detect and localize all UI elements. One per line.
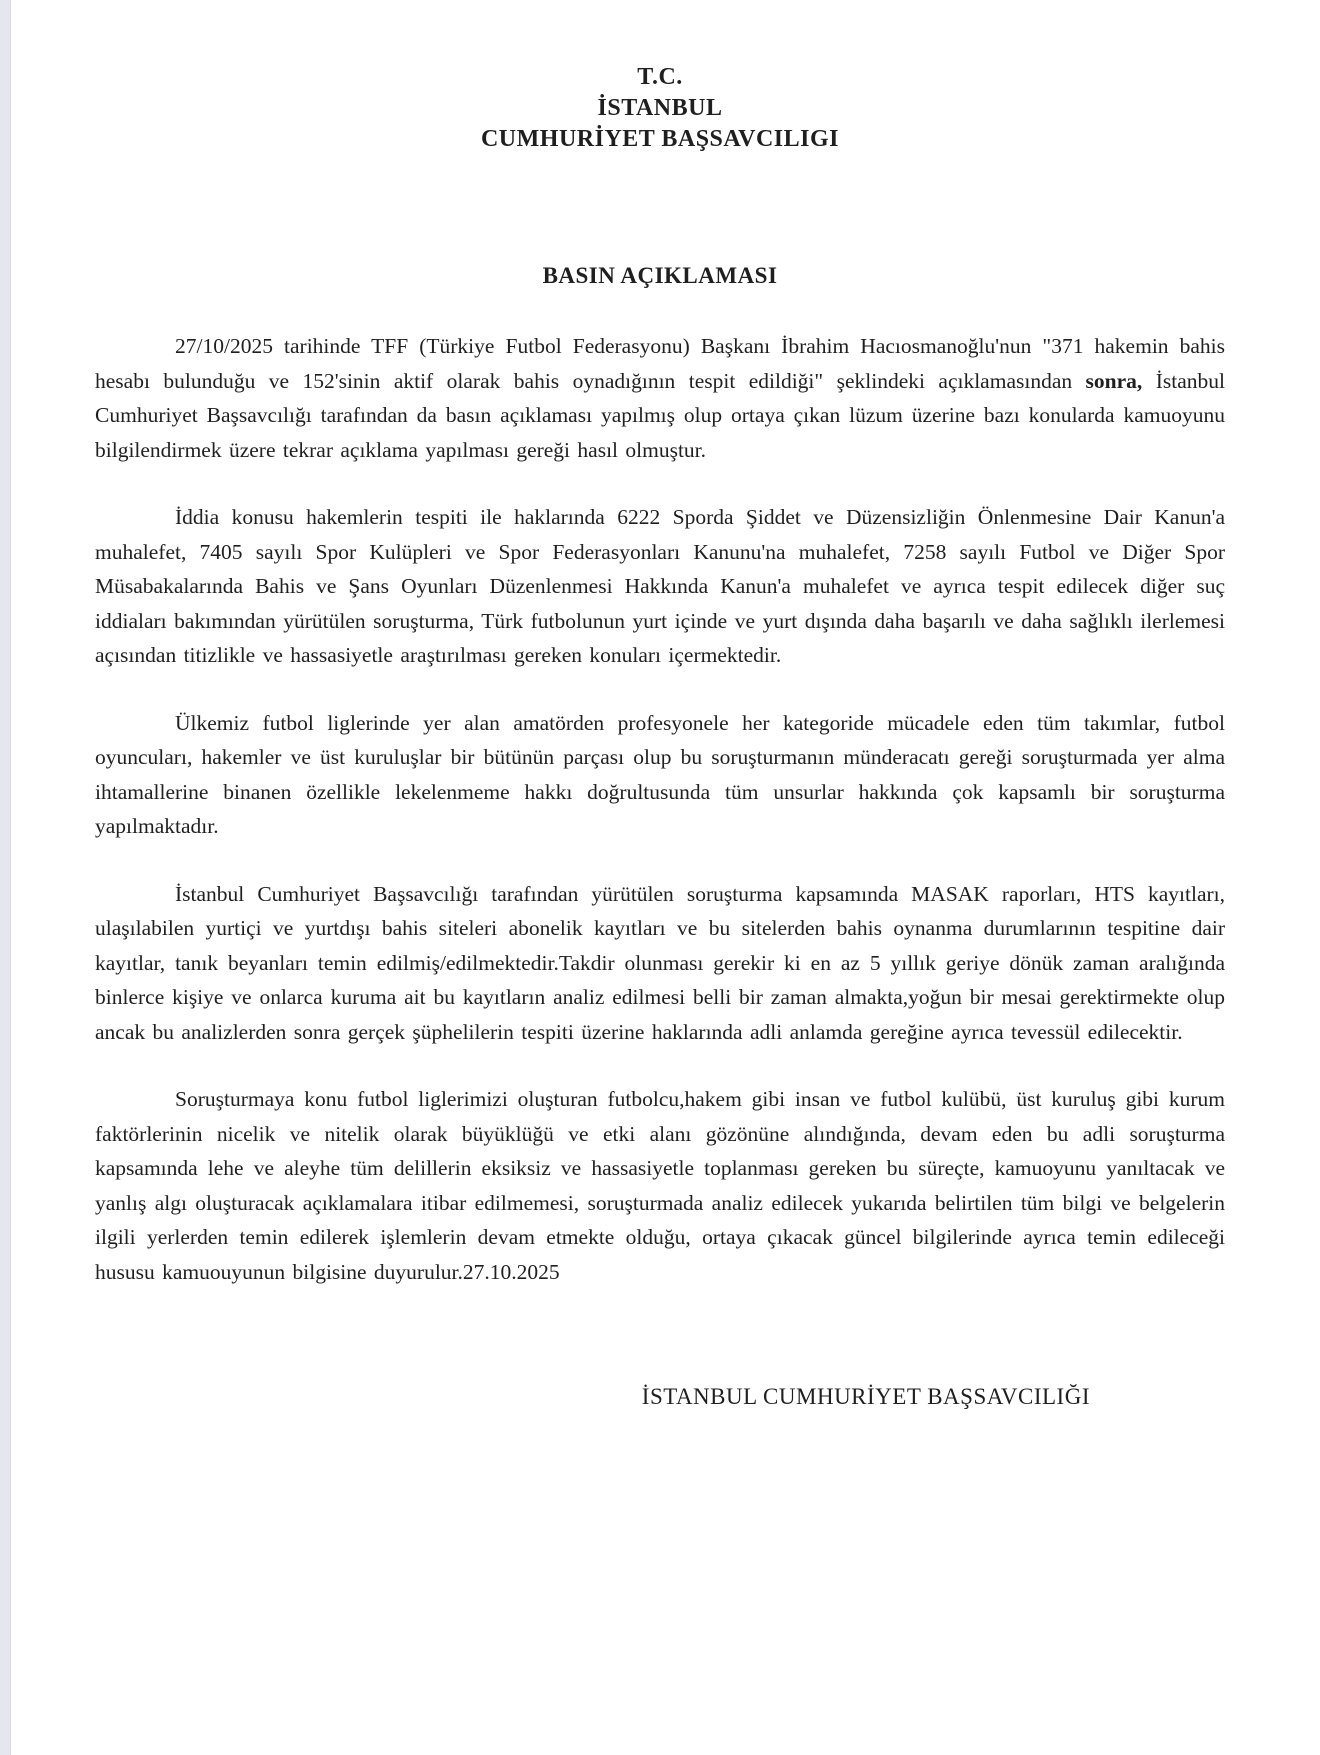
body-paragraph-1	[95, 329, 1225, 467]
paragraph1-text-after: İstanbul Cumhuriyet Başsavcılığı tarafından da basın açıklaması yapılmış olup ortaya çıkan lüzum üzerine bazı konularda kamuoyunu bilgilendirmek üzere tekrar açıklama yapılması gereği hasıl olmuştur.	[95, 368, 1225, 462]
body-paragraph-2: İddia konusu hakemlerin tespiti ile haklarında 6222 Sporda Şiddet ve Düzensizliğin Önlenmesine Dair Kanun'a muhalefet, 7405 sayılı Spor Kulüpleri ve Spor Federasyonları Kanunu'na muhalefet, 7258 sayılı Futbol ve Diğer Spor Müsabakalarında Bahis ve Şans Oyunları Düzenlenmesi Hakkında Kanun'a muhalefet ve ayrıca tespit edilecek diğer suç iddiaları bakımından yürütülen soruşturma, Türk futbolunun yurt içinde ve yurt dışında daha başarılı ve daha sağlıklı ilerlemesi açısından titizlikle ve hassasiyetle araştırılması gereken konuları içermektedir.	[95, 505, 1225, 667]
letterhead-line-tc: T.C.	[637, 64, 683, 90]
body-paragraph-4: İstanbul Cumhuriyet Başsavcılığı tarafından yürütülen soruşturma kapsamında MASAK raporları, HTS kayıtları, ulaşılabilen yurtiçi ve yurtdışı bahis siteleri abonelik kayıtları ve bu sitelerden bahis oynanma durumlarının tespitine dair kayıtlar, tanık beyanları temin edilmiş/edilmektedir.Takdir olunması gerekir ki en az 5 yıllık geriye dönük zaman aralığında binlerce kişiye ve onlarca kuruma ait bu kayıtların analiz edilmesi belli bir zaman almakta,yoğun bir mesai gerektirmekte olup ancak bu analizlerden sonra gerçek şüphelilerin tespiti üzerine haklarında adli anlamda gereğine ayrıca tevessül edilecektir.	[95, 881, 1225, 1044]
letterhead	[95, 62, 1225, 155]
body-paragraph-3: Ülkemiz futbol liglerinde yer alan amatörden profesyonele her kategoride mücadele eden tüm takımlar, futbol oyuncuları, hakemler ve üst kuruluşlar bir bütünün parçası olup bu soruşturmanın münderacatı gereği soruşturmada yer alma ihtamallerine binanen özellikle lekelenmeme hakkı doğrultusunda tüm unsurlar hakkında çok kapsamlı bir soruşturma yapılmaktadır.	[95, 710, 1225, 838]
paragraph1-bold-word: sonra,	[1085, 368, 1143, 393]
letterhead-line-office: CUMHURİYET BAŞSAVCILIGI	[480, 126, 840, 152]
body-paragraph-5: Soruşturmaya konu futbol liglerimizi oluşturan futbolcu,hakem gibi insan ve futbol kulübü, üst kuruluş gibi kurum faktörlerinin nicelik ve nitelik olarak büyüklüğü ve etki alanı gözönüne alındığında, devam eden bu adli soruşturma kapsamında lehe ve aleyhe tüm delillerin eksiksiz ve hassasiyetle toplanması gereken bu süreçte, kamuoyunu yanıltacak ve yanlış algı oluşturacak açıklamalara itibar edilmemesi, soruşturmada analiz edilecek yukarıda belirtilen tüm bilgi ve belgelerin ilgili yerlerden temin edilerek işlemlerin devam etmekte olduğu, ortaya çıkacak güncel bilgilerinde ayrıca temin edileceği hususu kamuouyunun bilgisine duyurulur.27.10.2025	[95, 1087, 1225, 1284]
document-body	[95, 329, 1225, 1289]
scanned-page-edge	[0, 0, 11, 1755]
press-release-title: BASIN AÇIKLAMASI	[542, 263, 778, 288]
signature-block: İSTANBUL CUMHURİYET BAŞSAVCILIĞI	[641, 1384, 1090, 1409]
press-release-document	[95, 62, 1225, 1410]
letterhead-line-city: İSTANBUL	[597, 95, 723, 121]
paragraph1-text-before: 27/10/2025 tarihinde TFF (Türkiye Futbol Federasyonu) Başkanı İbrahim Hacıosmanoğlu'nun "371 hakemin bahis hesabı bulunduğu ve 152'sinin aktif olarak bahis oynadığının tespit edildiği" şeklindeki açıklamasından	[95, 334, 1225, 393]
